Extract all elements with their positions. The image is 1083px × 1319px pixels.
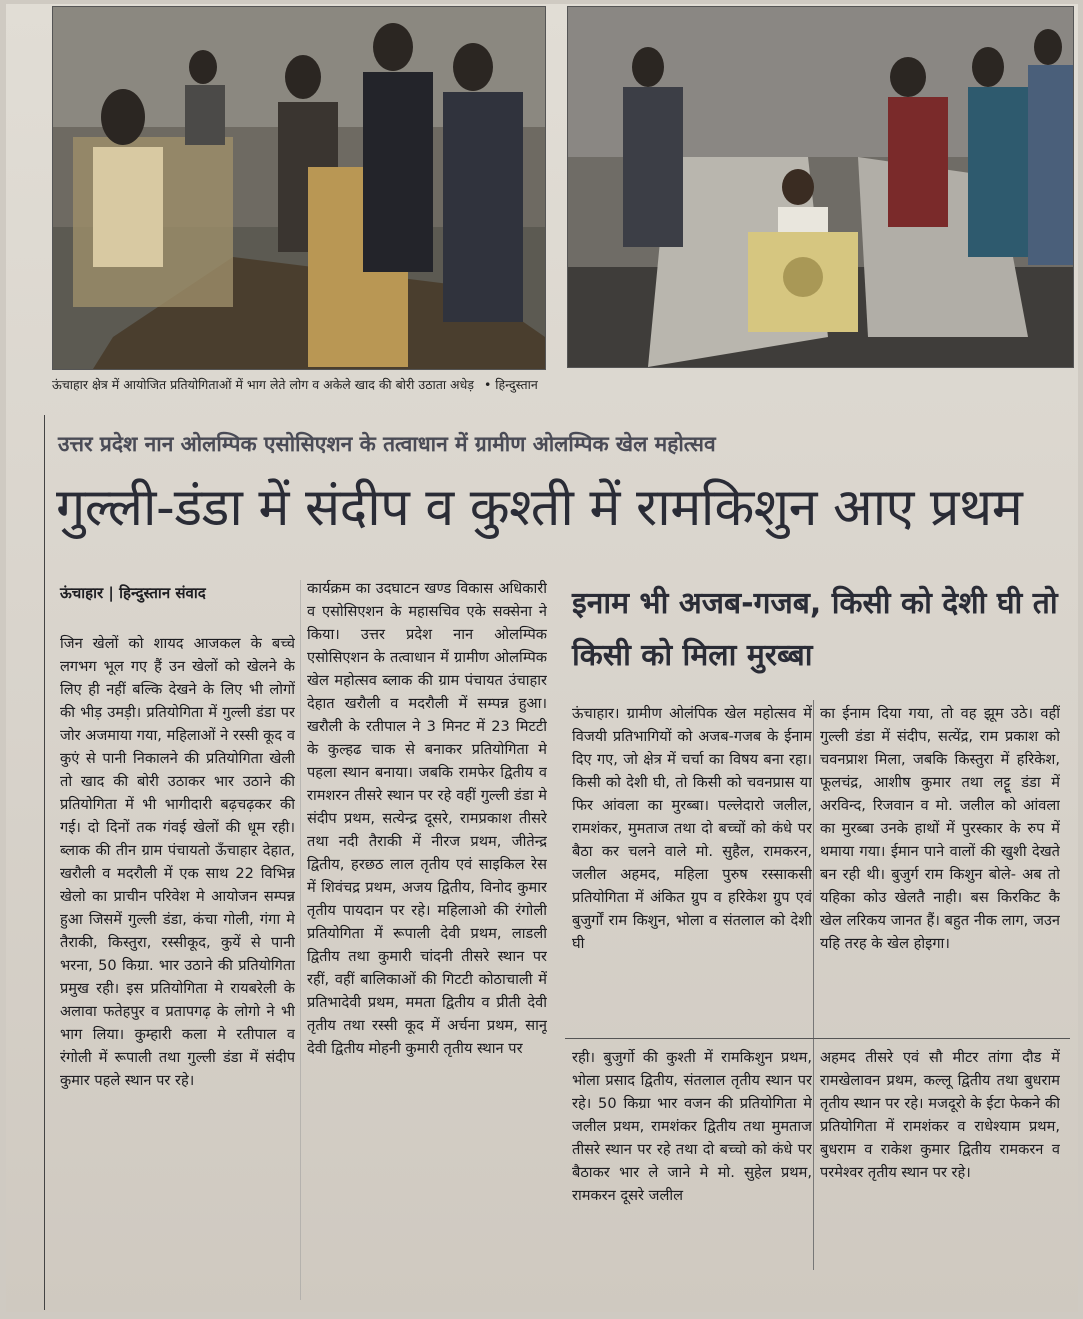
article-column-4: का ईनाम दिया गया, तो वह झूम उठे। वहीं गुल्ली डंडा में संदीप, सत्येंद्र, राम प्रकाश को चवनप्राश मिला, जबकि किस्तुरा में हरिकेश, फूलचंद्र, आशीष कुमार तथा लट्टू डंडा में अरविन्द, रिजवान व मो. जलील को आंवला का मुरब्बा उनके हाथों में पुरस्कार के रुप में थमाया गया। ईमान पाने वालों की खुशी देखते बन रही थी। बुजुर्ग राम किशुन बोले- अब तो यहिका कोउ खेलतै नाही। बस किरकिट कै खेल लरिकय जानत हैं। बहुत नीक लाग, जउन यहि तरह के खेल होइगा। bbox=[820, 705, 1060, 952]
section-divider bbox=[565, 1038, 1070, 1039]
photo-event-crowd bbox=[52, 6, 546, 370]
article-column-3: ऊंचाहार। ग्रामीण ओलंपिक खेल महोत्सव में विजयी प्रतिभागियों को अजब-गजब के ईनाम दिए गए, जो क्षेत्र में चर्चा का विषय बना रहा। किसी को देशी घी, तो किसी को चवनप्रास या फिर आंवला का मुरब्बा। पल्लेदारो जलील, रामशंकर, मुमताज तथा दो बच्चों को कंधे पर बैठा कर चलने वाले मो. सुहैल, रामकरन, जलील अहमद, महिला पुरुष रस्साकसी प्रतियोगिता में अंकित ग्रुप व हरिकेश ग्रुप एवं बुजुर्गों राम किशुन, भोला व संतलाल को देशी घी bbox=[572, 705, 812, 952]
article-column-6: अहमद तीसरे एवं सौ मीटर तांगा दौड में रामखेलावन प्रथम, कल्लू द्वितीय तथा बुधराम तृतीय स्थान पर रहे। मजदूरो के ईटा फेकने की प्रतियोगिता में रामशंकर व राधेश्याम प्रथम, बुधराम व राकेश कुमार द्वितीय रामकरन व परमेश्वर तृतीय स्थान पर रहे। bbox=[820, 1049, 1060, 1181]
article-column-1: जिन खेलों को शायद आजकल के बच्चे लगभग भूल गए हैं उन खेलों को खेलने के लिए ही नहीं बल्कि देखने के लिए भी लोगों की भीड़ उमड़ी। प्रतियोगिता में गुल्ली डंडा पर जोर अजमाया गया, महिलाओं ने रस्सी कूद व कुएं से पानी निकालने की प्रतियोगिता खेली तो खाद की बोरी उठाकर भार उठाने की प्रतियोगिता में भी भागीदारी बढ़चढ़कर की गई। दो दिनों तक गंवई खेलों की धूम रही। ब्लाक की तीन ग्राम पंचायतो ऊँचाहार देहात, खरौली व मदरौली में एक साथ 22 विभिन्न खेलो का प्राचीन परिवेश मे आयोजन सम्पन्न हुआ जिसमें गुल्ली डंडा, कंचा गोली, गंगा मे तैराकी, किस्तुरा, रस्सीकूद, कुयें से पानी भरना, 50 किग्रा. भार उठाने की प्रतियोगिता प्रमुख रही। इस प्रतियोगिता मे रायबरेली के अलावा फतेहपुर व प्रतापगढ़ के लोगो ने भी भाग लिया। कुम्हारी कला मे रतीपाल व रंगोली में रूपाली तथा गुल्ली डंडा में संदीप कुमार पहले स्थान पर रहे। bbox=[60, 635, 295, 1089]
column-divider bbox=[300, 580, 301, 1300]
photo-sack-lifting bbox=[567, 6, 1074, 368]
article-column-5: रही। बुजुर्गो की कुश्ती में रामकिशुन प्रथम, भोला प्रसाद द्वितीय, संतलाल तृतीय स्थान पर रहे। 50 किग्रा भार वजन की प्रतियोगिता मे जलील प्रथम, रामशंकर द्वितीय तथा मुमताज तीसरे स्थान पर रहे तथा दो बच्चो को कंधे पर बैठाकर भार ले जाने मे मो. सुहेल प्रथम, रामकरन दूसरे जलील bbox=[572, 1049, 812, 1204]
main-headline: गुल्ली-डंडा में संदीप व कुश्ती में रामकिशुन आए प्रथम bbox=[56, 478, 1023, 538]
caption-text: ऊंचाहार क्षेत्र में आयोजित प्रतियोगिताओं में भाग लेते लोग व अकेले खाद की बोरी उठाता अधेड़ bbox=[52, 377, 474, 392]
sub-headline: इनाम भी अजब-गजब, किसी को देशी घी तो किसी को मिला मुरब्बा bbox=[572, 586, 1058, 673]
photo-caption bbox=[52, 376, 672, 393]
caption-credit: • हिन्दुस्तान bbox=[483, 377, 538, 392]
column-divider-right bbox=[813, 700, 814, 1270]
byline: ऊंचाहार | हिन्दुस्तान संवाद bbox=[60, 584, 206, 602]
article-column-2: कार्यक्रम का उदघाटन खण्ड विकास अधिकारी व एसोसिएशन के महासचिव एके सक्सेना ने किया। उत्तर प्रदेश नान ओलम्पिक एसोसिएशन के तत्वाधान में ग्रामीण ओलम्पिक खेल महोत्सव ब्लाक की ग्राम पंचायत उंचाहार देहात खरौली व मदरौली में सम्पन्न हुआ। खरौली के रतीपाल ने 3 मिनट में 23 मिटटी के कुल्हढ चाक से बनाकर प्रतियोगिता मे पहला स्थान बनाया। जबकि रामफेर द्वितीय व रामशरन तीसरे स्थान पर रहे वहीं गुल्ली डंडा मे संदीप प्रथम, सत्येन्द्र दूसरे, रामप्रकाश तीसरे तथा नदी तैराकी में नीरज प्रथम, जीतेन्द्र द्वितीय, हरछठ लाल तृतीय एवं साइकिल रेस में शिवंचद्र प्रथम, अजय द्वितीय, विनोद कुमार तृतीय पायदान पर रहे। महिलाओ की रंगोली प्रतियोगिता में रूपाली देवी प्रथम, लाडली द्वितीय तथा कुमारी चांदनी तीसरे स्थान पर रहीं, वहीं बालिकाओं की गिटटी कोठाचाली में प्रतिभादेवी प्रथम, ममता द्वितीय व प्रीती देवी तृतीय तथा रस्सी कूद में अर्चना प्रथम, सानू देवी द्वितीय मोहनी कुमारी तृतीय स्थान पर bbox=[307, 580, 547, 1057]
kicker-headline: उत्तर प्रदेश नान ओलम्पिक एसोसिएशन के तत्वाधान में ग्रामीण ओलम्पिक खेल महोत्सव bbox=[58, 432, 716, 456]
